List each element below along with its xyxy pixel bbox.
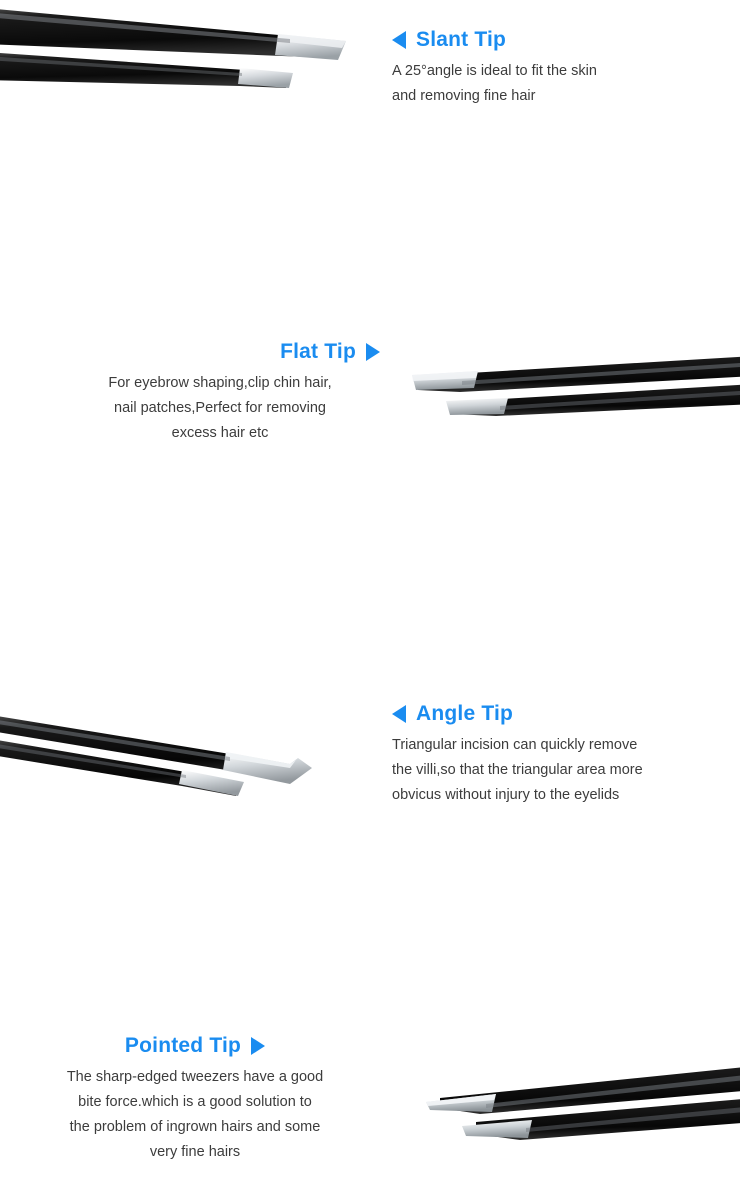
angle-tip-description-line: Triangular incision can quickly remove: [392, 737, 638, 753]
angle-tip-heading-row: [392, 702, 643, 726]
slant-tip-description-line: and removing fine hair: [392, 88, 536, 104]
flat-tip-description-line: nail patches,Perfect for removing: [114, 400, 326, 416]
triangle-left-icon: [392, 31, 406, 49]
pointed-tip-description-line: the problem of ingrown hairs and some: [69, 1119, 321, 1135]
slant-tip-text-block: [392, 28, 597, 109]
section-flat-tip: [0, 168, 740, 441]
flat-tip-description-line: For eyebrow shaping,clip chin hair,: [108, 375, 332, 391]
pointed-tip-description-line: bite force.which is a good solution to: [78, 1094, 312, 1110]
pointed-tip-description-line: very fine hairs: [149, 1144, 241, 1160]
slant-tip-description: [392, 59, 597, 109]
slant-tip-tweezer-image: [0, 0, 370, 120]
slant-tip-description-line: A 25°angle is ideal to fit the skin: [392, 63, 597, 79]
section-angle-tip: [0, 336, 740, 803]
angle-tip-text-block: [392, 702, 643, 808]
flat-tip-description-line: excess hair etc: [171, 425, 269, 441]
pointed-tip-description: [20, 1065, 370, 1165]
angle-tip-description-line: the villi,so that the triangular area more: [392, 762, 643, 778]
pointed-tip-text-block: [20, 1034, 370, 1165]
flat-tip-heading: Flat Tip: [280, 340, 356, 363]
pointed-tip-tweezer-image: [400, 1064, 740, 1179]
section-slant-tip: [0, 0, 740, 168]
pointed-tip-heading: Pointed Tip: [124, 1034, 242, 1057]
angle-tip-heading: Angle Tip: [416, 702, 514, 725]
angle-tip-description-line: obvicus without injury to the eyelids: [392, 787, 620, 803]
triangle-left-icon: [392, 705, 406, 723]
angle-tip-description: [392, 733, 643, 808]
pointed-tip-description-line: The sharp-edged tweezers have a good: [66, 1069, 324, 1085]
slant-tip-heading: Slant Tip: [416, 28, 507, 51]
pointed-tip-heading-row: [20, 1034, 370, 1058]
triangle-right-icon: [251, 1037, 265, 1055]
angle-tip-tweezer-image: [0, 696, 380, 816]
slant-tip-heading-row: [392, 28, 597, 52]
